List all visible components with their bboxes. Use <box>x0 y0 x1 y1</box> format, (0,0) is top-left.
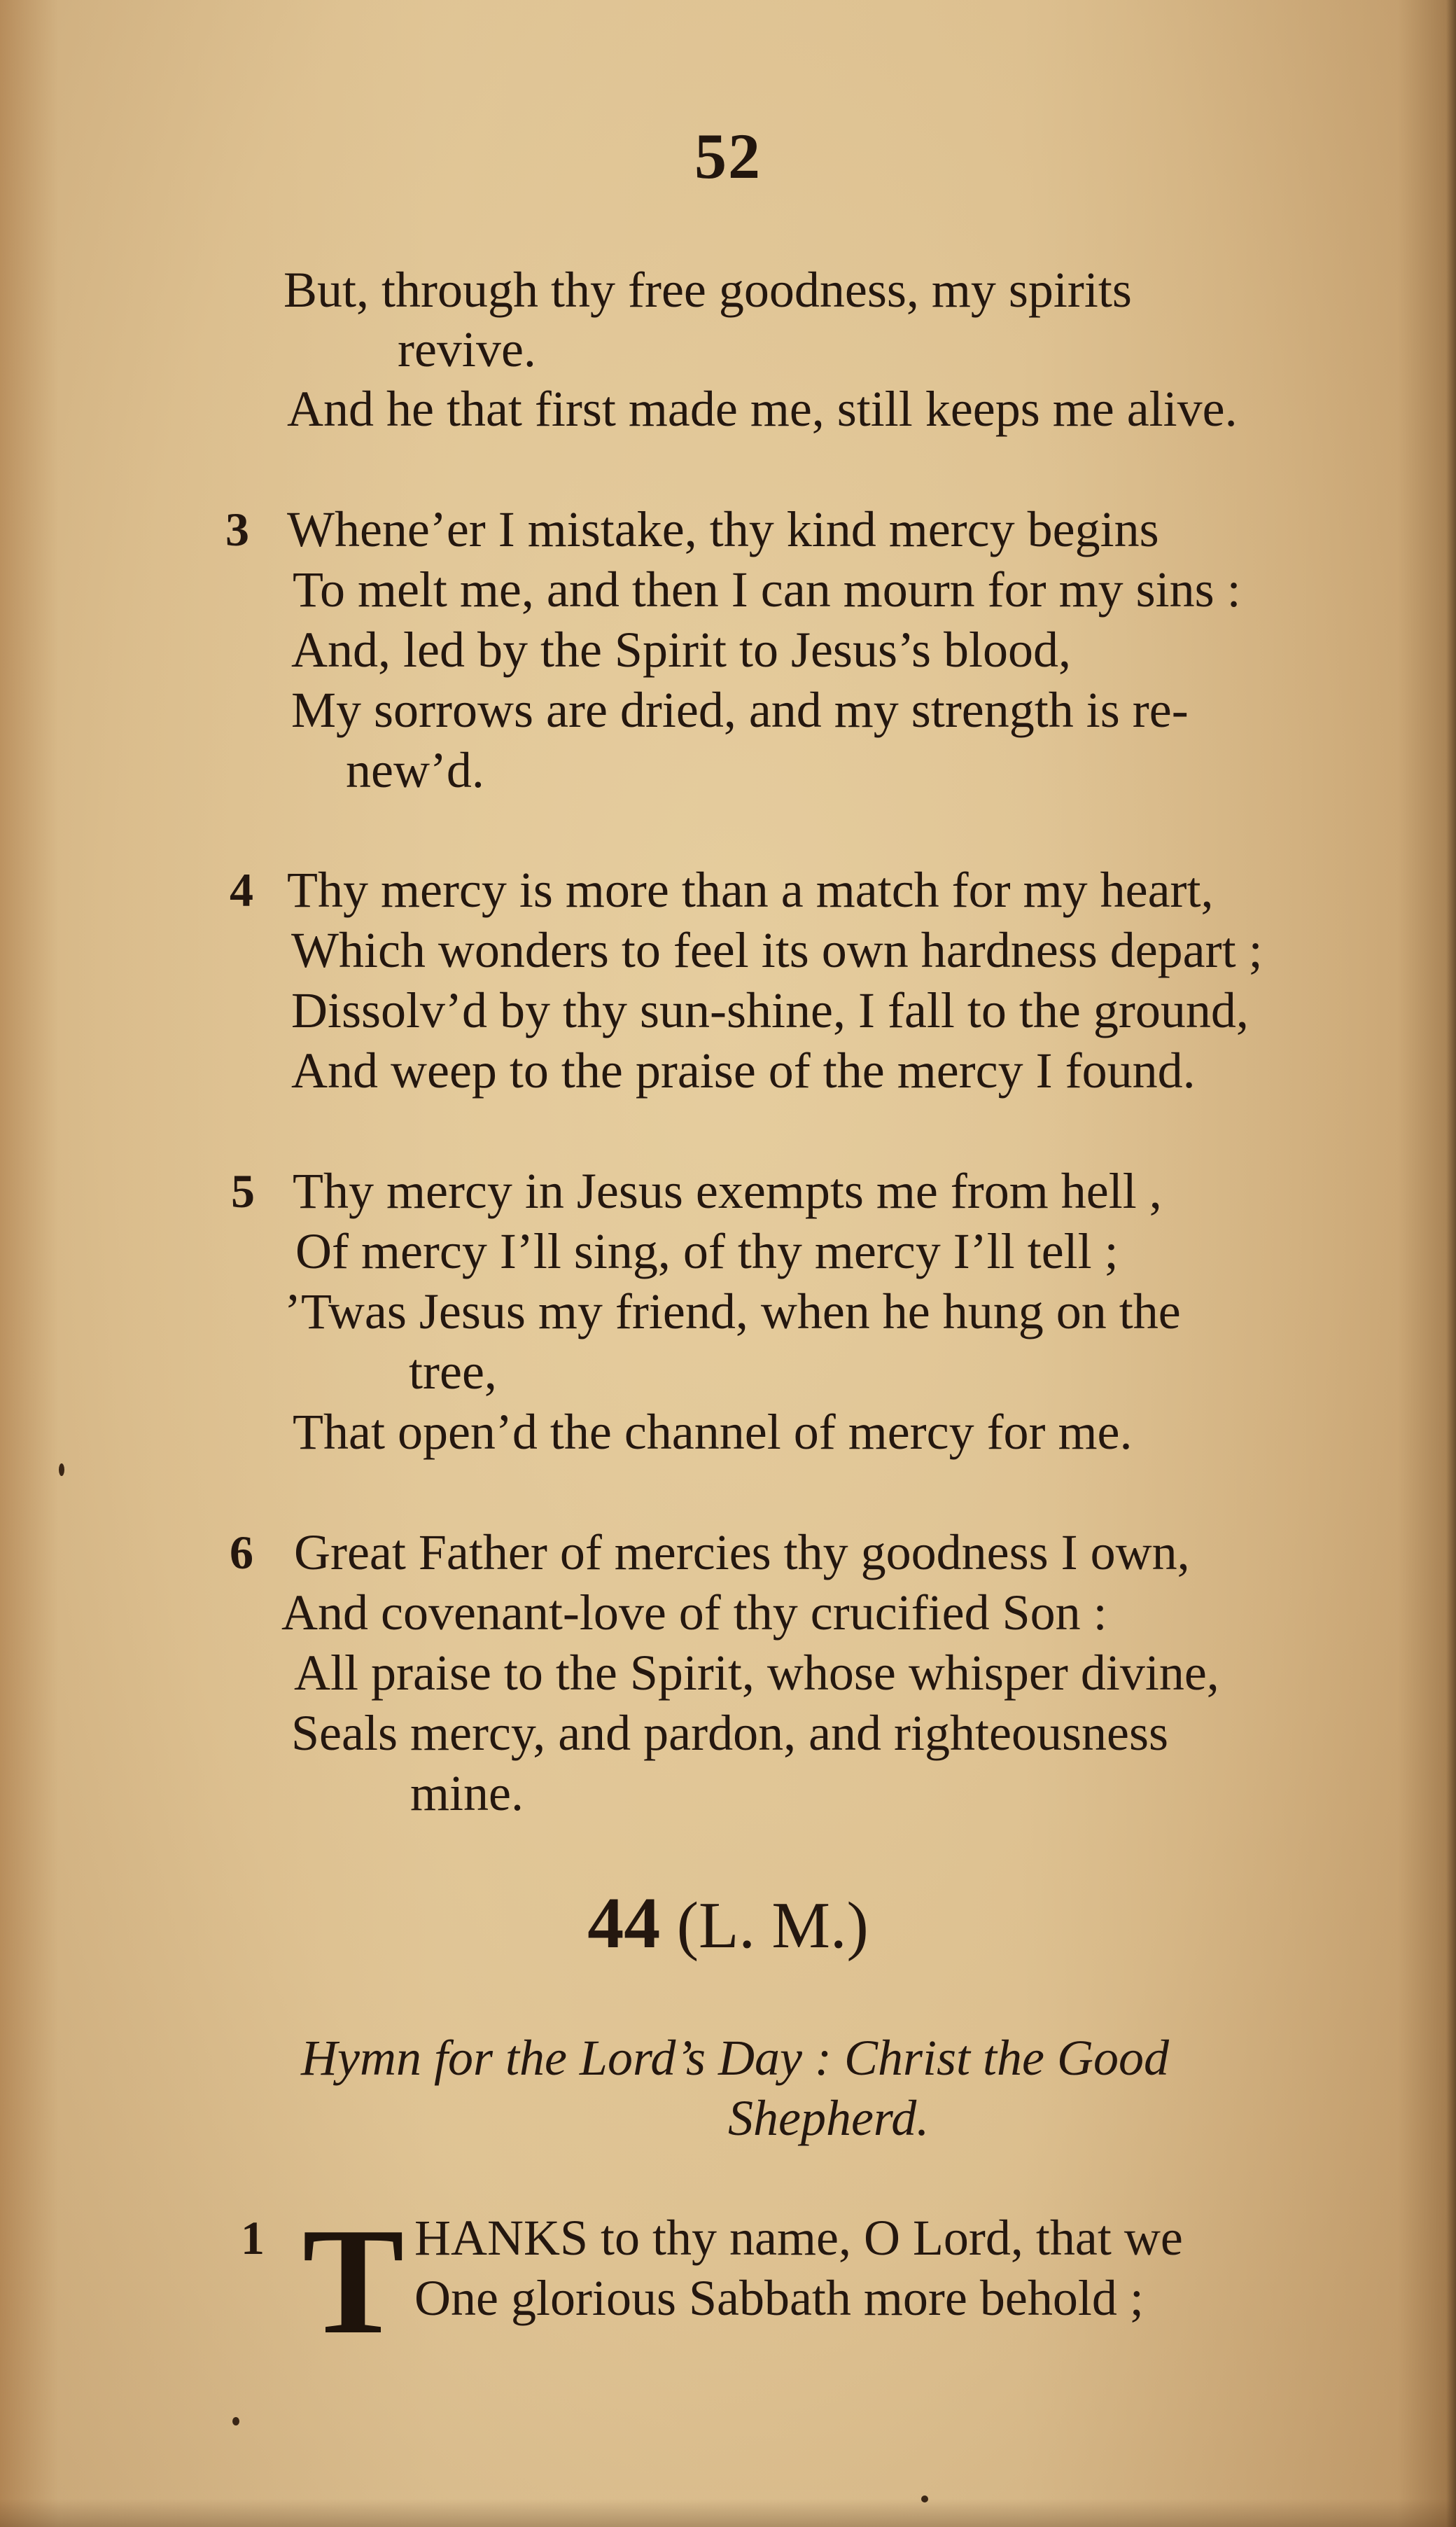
verse-line: My sorrows are dried, and my strength is re- <box>291 682 1189 738</box>
paper-speck <box>921 2495 928 2502</box>
verse-line: Seals mercy, and pardon, and righteousness <box>291 1705 1169 1761</box>
hymn-subtitle: Hymn for the Lord’s Day : Christ the Good <box>301 2030 1169 2086</box>
hymn-number: 44 <box>587 1883 661 1963</box>
verse-line: Thy mercy in Jesus exempts me from hell , <box>293 1163 1162 1219</box>
verse-line: Great Father of mercies thy goodness I own, <box>294 1524 1190 1580</box>
verse-line: Whene’er I mistake, thy kind mercy begins <box>287 501 1159 557</box>
hymn-heading <box>0 1883 1456 1963</box>
page-number: 52 <box>694 120 762 192</box>
hymn-meter: (L. M.) <box>676 1889 869 1962</box>
paper-speck <box>59 1463 64 1476</box>
verse-line: All praise to the Spirit, whose whisper divine, <box>294 1645 1219 1701</box>
paper-speck <box>232 2417 239 2425</box>
verse-line: And covenant-love of thy crucified Son : <box>281 1585 1107 1641</box>
verse-line: Thy mercy is more than a match for my heart, <box>287 862 1214 918</box>
stanza-number: 4 <box>230 863 253 917</box>
verse-line: Of mercy I’ll sing, of thy mercy I’ll tell ; <box>295 1223 1119 1279</box>
verse-line: To melt me, and then I can mourn for my sins : <box>293 562 1241 618</box>
verse-line: And he that first made me, still keeps me alive. <box>287 381 1238 437</box>
verse-line: HANKS to thy name, O Lord, that we <box>414 2210 1183 2266</box>
verse-line: That open’d the channel of mercy for me. <box>293 1404 1133 1460</box>
verse-line-continuation: tree, <box>409 1344 497 1400</box>
verse-line-continuation: mine. <box>410 1765 524 1821</box>
verse-line-continuation: new’d. <box>346 742 484 798</box>
stanza-number: 3 <box>225 503 249 556</box>
verse-line: ’Twas Jesus my friend, when he hung on the <box>284 1283 1181 1339</box>
verse-line: But, through thy free goodness, my spirits <box>284 262 1132 318</box>
verse-line: Which wonders to feel its own hardness depart ; <box>291 922 1263 978</box>
page-bottom-shadow <box>0 2499 1456 2527</box>
stanza-number: 5 <box>231 1164 255 1218</box>
verse-line: Dissolv’d by thy sun-shine, I fall to the ground, <box>291 982 1249 1038</box>
verse-line: One glorious Sabbath more behold ; <box>414 2270 1144 2326</box>
stanza-number: 6 <box>230 1526 253 1579</box>
verse-line: And, led by the Spirit to Jesus’s blood, <box>291 622 1071 678</box>
page-edge-shadow <box>1446 0 1456 2527</box>
stanza-number: 1 <box>241 2211 265 2264</box>
hymn-subtitle-continuation: Shepherd. <box>728 2090 930 2146</box>
verse-line: And weep to the praise of the mercy I found. <box>291 1043 1196 1099</box>
drop-cap: T <box>302 2197 405 2366</box>
verse-line-continuation: revive. <box>398 321 536 377</box>
